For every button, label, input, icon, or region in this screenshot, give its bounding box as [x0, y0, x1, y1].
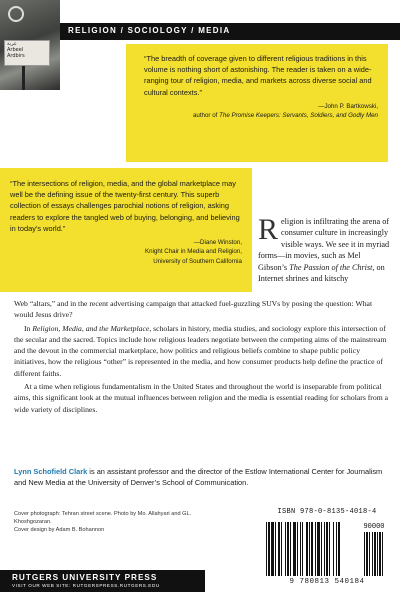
attribution-title: Knight Chair in Media and Religion, — [145, 248, 242, 256]
sign-line: عربة — [7, 41, 17, 47]
barcode-stripe — [321, 522, 322, 576]
barcode-stripe — [309, 522, 310, 576]
intro-text-end: , on Internet shrines and kitschy — [258, 262, 385, 284]
attribution-name: —John P. Bartkowski, — [318, 102, 378, 110]
street-sign-circle — [8, 6, 24, 22]
attribution-prefix: author of — [192, 112, 220, 120]
paragraph-continuation: Web “altars,” and in the recent advertising campaign that attacked fuel-guzzling SUVs by posing the question: What would Jesus drive? — [14, 299, 373, 320]
barcode-stripe — [275, 522, 276, 576]
barcode-stripe — [326, 522, 328, 576]
publisher-bar — [0, 570, 205, 592]
description-body — [14, 298, 390, 415]
barcode-stripe — [336, 522, 337, 576]
barcode-stripe — [329, 522, 330, 576]
paragraph-conclusion: At a time when religious fundamentalism in the United States and throughout the world is inseparable from political aims, this significant look at the mutual influences between religion and the media is essential reading for scholars from a wide variety of disciplines. — [14, 382, 389, 414]
sign-line: Ardbirs — [7, 53, 25, 59]
sign-pole — [22, 66, 25, 90]
blurb-attribution — [144, 102, 378, 121]
barcode-bars — [264, 520, 390, 578]
photo-credit: Cover photograph: Tehran street scene. Photo by Mo. Allahyari and GL. Khoshgozaran. — [14, 511, 192, 525]
barcode-stripe — [333, 522, 334, 576]
book-title: Religion, Media, and the Marketplace — [32, 323, 150, 333]
attribution-name: —Diane Winston, — [193, 239, 242, 247]
intro-text: eligion is infiltrating the arena of consumer culture in increasingly visible ways. We see it in myriad forms—in movies, such as Mel Gibson’s — [258, 217, 390, 272]
publisher-name: RUTGERS UNIVERSITY PRESS — [12, 573, 158, 582]
barcode-stripe — [285, 522, 286, 576]
barcode-addon-stripe — [377, 532, 378, 576]
barcode-stripe — [278, 522, 280, 576]
paragraph-topics — [14, 323, 390, 379]
paragraph-text: , scholars in history, media studies, and sociology explore this intersection of the secular and the sacred. Topics include how religious leaders negotiate between the competing aims of the mainstream and the devout in the commercial marketplace, how politics and religious beliefs combine to shape public policy initiatives, how the religious “other” is represented in the media, and how consumer products help define the practice of different faiths. — [14, 323, 387, 378]
barcode-stripe — [281, 522, 282, 576]
design-credit: Cover design by Adam B. Bohannon — [14, 526, 105, 533]
intro-film-title: The Passion of the Christ — [289, 262, 373, 272]
barcode-digits: 9 780813 540184 — [289, 578, 365, 586]
barcode-stripe — [271, 522, 274, 576]
publisher-website: VISIT OUR WEB SITE: RUTGERSPRESS.RUTGERS.EDU — [12, 583, 160, 588]
blurb-text: “The intersections of religion, media, and the global marketplace may well be the defining issue of the twenty-first century. This superb collection of essays challenges parochial notions of religion, asking readers to explore the tangled web of buying, belonging, and believing in today’s world.” — [10, 179, 240, 233]
cover-credits — [14, 511, 214, 534]
barcode — [264, 508, 390, 588]
barcode-addon: 90000 — [363, 523, 385, 531]
barcode-stripe — [306, 522, 308, 576]
barcode-stripe — [293, 522, 296, 576]
barcode-addon-stripe — [372, 532, 373, 576]
author-name: Lynn Schofield Clark — [14, 467, 88, 476]
barcode-stripe — [324, 522, 325, 576]
attribution-affiliation: University of Southern California — [153, 257, 242, 265]
drop-cap: R — [258, 213, 279, 246]
barcode-addon-stripe — [382, 532, 383, 576]
isbn-label: ISBN 978-0-8135-4018-4 — [277, 508, 377, 516]
barcode-stripe — [297, 522, 298, 576]
attribution-work: The Promise Keepers: Servants, Soldiers, and Godly Men — [219, 112, 378, 120]
barcode-stripe — [300, 522, 301, 576]
category-label: RELIGION / SOCIOLOGY / MEDIA — [68, 26, 231, 35]
barcode-addon-stripe — [366, 532, 368, 576]
barcode-stripe — [287, 522, 289, 576]
barcode-stripe — [315, 522, 316, 576]
barcode-stripe — [268, 522, 270, 576]
barcode-addon-stripe — [369, 532, 370, 576]
description-intro — [258, 213, 390, 284]
barcode-stripe — [311, 522, 313, 576]
blurb-attribution — [10, 238, 242, 266]
author-bio — [14, 466, 390, 488]
cover-photo — [0, 0, 60, 90]
sign-line: Arbeel — [7, 47, 24, 53]
paragraph-prefix: In — [24, 323, 33, 333]
barcode-stripe — [338, 522, 340, 576]
blurb-quote-winston — [0, 168, 252, 292]
author-bio-text: is an assistant professor and the director of the Estlow International Center for Journalism and New Media at the University of Denver’s School of Communication. — [14, 467, 383, 488]
barcode-stripe — [317, 522, 320, 576]
category-bar — [60, 23, 400, 40]
barcode-stripe — [290, 522, 291, 576]
barcode-addon-stripe — [374, 532, 376, 576]
barcode-addon-stripe — [364, 532, 365, 576]
blurb-quote-bartkowski — [126, 44, 388, 162]
barcode-stripe — [266, 522, 267, 576]
barcode-stripe — [302, 522, 303, 576]
barcode-addon-stripe — [379, 532, 381, 576]
blurb-text: “The breadth of coverage given to different religious traditions in this volume is nothing short of astonishing. The reader is taken on a wide-ranging tour of religion, media, and markets across diverse social and cultural contexts.” — [144, 54, 372, 97]
street-sign — [4, 40, 50, 66]
